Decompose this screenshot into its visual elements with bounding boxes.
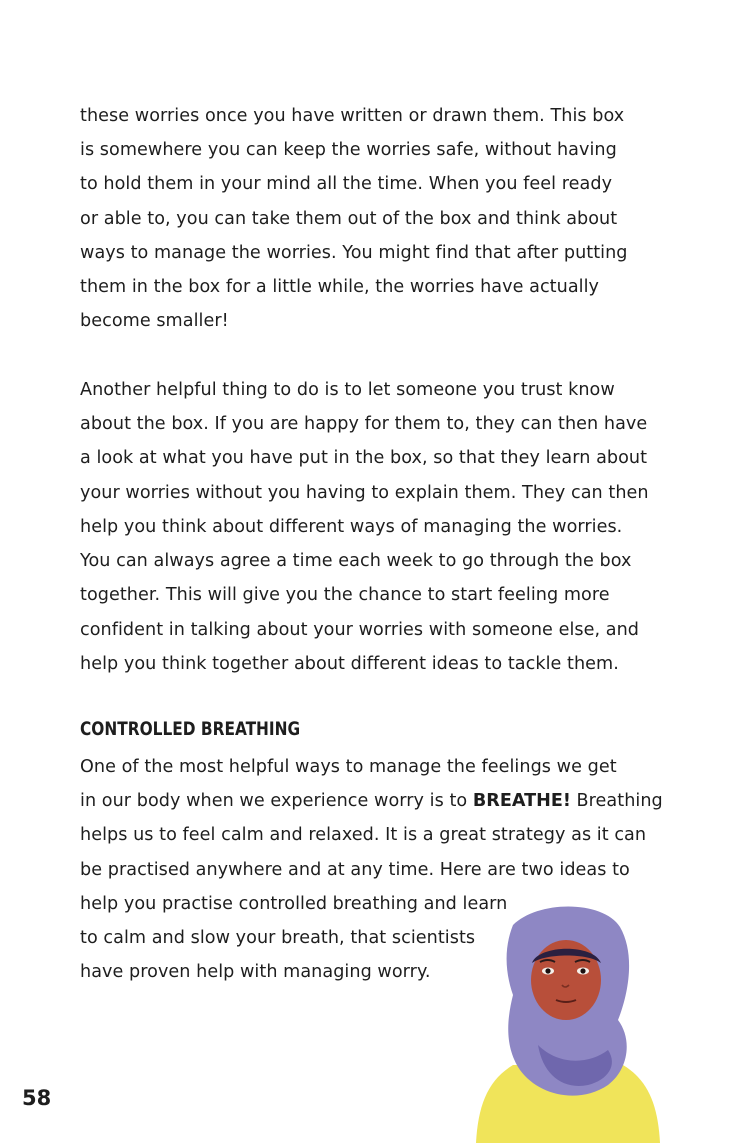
left-pupil xyxy=(545,968,550,973)
section-line-2 xyxy=(80,790,663,812)
section-line-2-text: in our body when we experience worry is to xyxy=(80,791,468,811)
breathe-emphasis: BREATHE! xyxy=(472,791,571,811)
section-line-7: have proven help with managing worry. xyxy=(80,962,431,982)
paragraph2-line-2: about the box. If you are happy for them to, they can then have xyxy=(80,414,648,434)
section-line-2-tail: Breathing xyxy=(570,791,663,811)
paragraph2-line-4: your worries without you having to explain them. They can then xyxy=(80,483,649,503)
paragraph1-line-1: these worries once you have written or drawn them. This box xyxy=(80,106,625,126)
section-line-5: help you practise controlled breathing and learn xyxy=(80,894,508,914)
right-pupil xyxy=(580,968,585,973)
girl-in-hijab-illustration xyxy=(468,905,668,1143)
paragraph2-line-7: together. This will give you the chance to start feeling more xyxy=(80,585,610,605)
paragraph2-line-3: a look at what you have put in the box, so that they learn about xyxy=(80,448,648,468)
paragraph1-line-3: to hold them in your mind all the time. When you feel ready xyxy=(80,174,613,194)
paragraph1-line-7: become smaller! xyxy=(80,311,229,331)
paragraph1-line-6: them in the box for a little while, the worries have actually xyxy=(80,277,599,297)
section-line-4: be practised anywhere and at any time. Here are two ideas to xyxy=(80,860,630,880)
paragraph1-line-2: is somewhere you can keep the worries safe, without having xyxy=(80,140,617,160)
section-line-1: One of the most helpful ways to manage the feelings we get xyxy=(80,757,617,777)
paragraph1-line-4: or able to, you can take them out of the box and think about xyxy=(80,209,618,229)
section-heading: CONTROLLED BREATHING xyxy=(80,718,301,740)
page-number: 58 xyxy=(22,1086,52,1110)
paragraph2-line-5: help you think about different ways of managing the worries. xyxy=(80,517,623,537)
paragraph2-line-1: Another helpful thing to do is to let someone you trust know xyxy=(80,380,615,400)
section-line-3: helps us to feel calm and relaxed. It is a great strategy as it can xyxy=(80,825,647,845)
section-line-6: to calm and slow your breath, that scientists xyxy=(80,928,476,948)
paragraph2-line-8: confident in talking about your worries with someone else, and xyxy=(80,620,640,640)
paragraph2-line-9: help you think together about different ideas to tackle them. xyxy=(80,654,619,674)
paragraph1-line-5: ways to manage the worries. You might find that after putting xyxy=(80,243,628,263)
paragraph2-line-6: You can always agree a time each week to go through the box xyxy=(80,551,632,571)
